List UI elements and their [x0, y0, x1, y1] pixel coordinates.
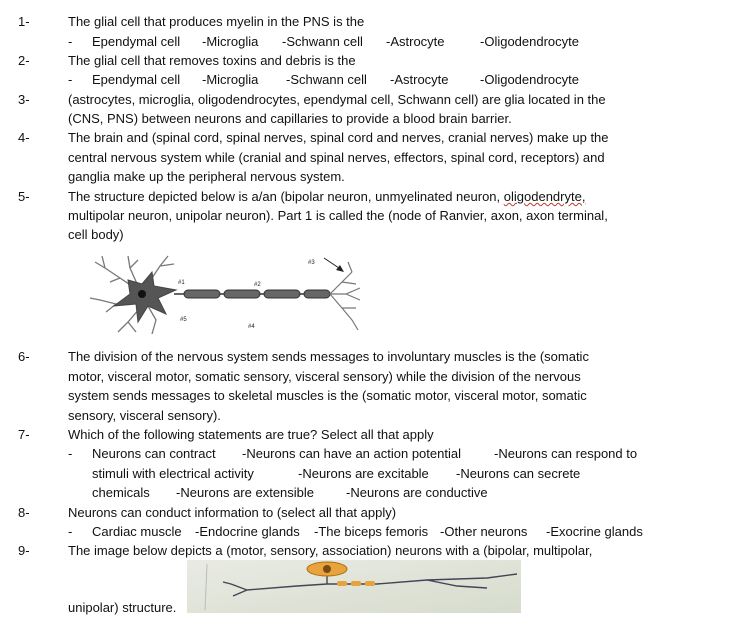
question-text: The glial cell that produces myelin in the PNS is the [68, 14, 365, 29]
option: -Astrocyte [390, 72, 449, 87]
question-text: unipolar) structure. [68, 600, 177, 615]
arrow-head [336, 265, 344, 272]
multipolar-neuron-image [80, 248, 370, 340]
question-text-part: The structure depicted below is a/an (bipolar neuron, unmyelinated neuron, [68, 189, 504, 204]
cell-body-unipolar [307, 562, 347, 576]
option: -Schwann cell [286, 72, 367, 87]
myelin-sheaths [184, 290, 330, 298]
question-text: ganglia make up the peripheral nervous system. [68, 169, 345, 184]
option: -Schwann cell [282, 34, 363, 49]
option: Neurons can contract [92, 446, 216, 461]
question-number: 7- [18, 427, 30, 442]
question-text: cell body) [68, 227, 124, 242]
question-number: 5- [18, 189, 30, 204]
question-text: central nervous system while (cranial and spinal nerves, effectors, spinal cord, receptors) and [68, 150, 605, 165]
option: Ependymal cell [92, 72, 181, 87]
option: chemicals [92, 485, 150, 500]
question-text: (CNS, PNS) between neurons and capillaries to provide a blood brain barrier. [68, 111, 512, 126]
option: -Neurons are conductive [346, 485, 488, 500]
option: -Neurons can secrete [456, 466, 581, 481]
option: Cardiac muscle [92, 524, 182, 539]
question-text: multipolar neuron, unipolar neuron). Part 1 is called the (node of Ranvier, axon, axon terminal, [68, 208, 608, 223]
axon-terminal [330, 262, 360, 330]
question-text: The image below depicts a (motor, sensory, association) neurons with a (bipolar, multipolar, [68, 543, 593, 558]
question-number: 4- [18, 130, 30, 145]
question-text: The glial cell that removes toxins and debris is the [68, 53, 356, 68]
neuron-label-3: #3 [308, 260, 315, 266]
question-number: 6- [18, 349, 30, 364]
option: -Astrocyte [386, 34, 445, 49]
option: -Exocrine glands [546, 524, 643, 539]
option: -Neurons are extensible [176, 485, 315, 500]
question-text: motor, visceral motor, somatic sensory, visceral sensory) while the division of the nervous [68, 369, 581, 384]
question-text: The brain and (spinal cord, spinal nerves, spinal cord and nerves, cranial nerves) make up the [68, 130, 609, 145]
option: -Neurons can respond to [494, 446, 638, 461]
neuron-label-4: #4 [248, 324, 255, 330]
option: -Endocrine glands [195, 524, 300, 539]
bullet-dash: - [68, 446, 73, 461]
question-number: 8- [18, 505, 30, 520]
question-text: (astrocytes, microglia, oligodendrocytes, ependymal cell, Schwann cell) are glia located in the [68, 92, 606, 107]
option: -Microglia [202, 34, 259, 49]
neuron-label-1: #1 [178, 280, 185, 286]
neuron-label-2: #2 [254, 282, 261, 288]
option: -Oligodendrocyte [480, 72, 579, 87]
bullet-dash: - [68, 72, 73, 87]
question-text: sensory, visceral sensory). [68, 408, 221, 423]
bullet-dash: - [68, 524, 73, 539]
question-text: Which of the following statements are true? Select all that apply [68, 427, 434, 442]
option: -The biceps femoris [314, 524, 429, 539]
question-number: 1- [18, 14, 30, 29]
option: stimuli with electrical activity [92, 466, 254, 481]
option: -Neurons can have an action potential [242, 446, 461, 461]
question-number: 9- [18, 543, 30, 558]
myelin-segments [337, 581, 375, 586]
option: Ependymal cell [92, 34, 181, 49]
question-text: Neurons can conduct information to (select all that apply) [68, 505, 397, 520]
bullet-dash: - [68, 34, 73, 49]
question-number: 2- [18, 53, 30, 68]
neuron-label-5: #5 [180, 317, 187, 323]
option: -Oligodendrocyte [480, 34, 579, 49]
option: -Neurons are excitable [298, 466, 429, 481]
misspelled-word: oligodendryte, [503, 189, 586, 204]
option: -Other neurons [440, 524, 528, 539]
question-text: system sends messages to skeletal muscles is the (somatic motor, visceral motor, somatic [68, 388, 587, 403]
unipolar-neuron-image [187, 560, 521, 613]
nucleus [138, 290, 146, 298]
question-text: The division of the nervous system sends messages to involuntary muscles is the (somatic [68, 349, 589, 364]
question-number: 3- [18, 92, 30, 107]
option: -Microglia [202, 72, 259, 87]
question-text [68, 187, 585, 206]
